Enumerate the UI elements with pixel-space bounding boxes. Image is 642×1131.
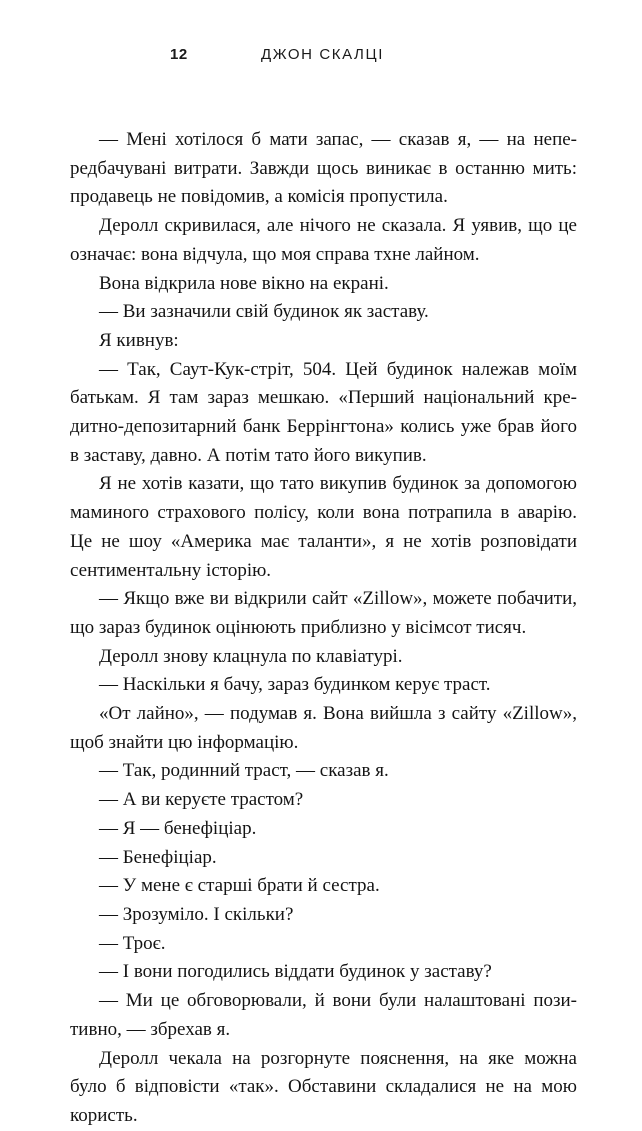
paragraph: — Ми це обговорювали, й вони були налаштовані позитивно, — збрехав я. [70, 990, 577, 1040]
paragraph: — Бенефіціар. [99, 846, 217, 868]
paragraph: Я кивнув: [99, 329, 179, 351]
paragraph: — Троє. [99, 932, 166, 954]
paragraph: — Я — бенефіціар. [99, 817, 257, 839]
paragraph: Я не хотів казати, що тато викупив будинок за допомогою маминого страхового полісу, коли вона потрапила в аварію. Це не шоу «Америка має таланти», я не хотів розповідати сентиментальну історію. [70, 473, 577, 581]
running-head [0, 46, 642, 72]
paragraph: — Наскільки я бачу, зараз будинком керує траст. [99, 674, 491, 696]
paragraph: — У мене є старші брати й сестра. [99, 875, 380, 897]
paragraph: Вона відкрила нове вікно на екрані. [99, 272, 389, 294]
paragraph: — Мені хотілося б мати запас, — сказав я, — на непередбачувані витрати. Завжди щось виникає в останню мить: продавець не повідомив, а комісія пропустила. [70, 129, 577, 208]
paragraph: — Якщо вже ви відкрили сайт «Zillow», можете побачити, що зараз будинок оцінюють приблизно у вісімсот тисяч. [70, 588, 577, 638]
paragraph: Деролл чекала на розгорнуте пояснення, на яке можна було б відповісти «так». Обставини складалися не на мою користь. [70, 1047, 577, 1126]
paragraph: — Так, родинний траст, — сказав я. [99, 760, 389, 782]
body-text [70, 126, 577, 1131]
paragraph: «От лайно», — подумав я. Вона вийшла з сайту «Zillow», щоб знайти цю інформацію. [70, 703, 577, 753]
paragraph: Деролл скривилася, але нічого не сказала. Я уявив, що це означає: вона відчула, що моя справа тхне лайном. [70, 215, 577, 265]
book-author: ДЖОН СКАЛЦІ [261, 46, 384, 63]
paragraph: — Ви зазначили свій будинок як заставу. [99, 301, 429, 323]
page-number: 12 [170, 46, 188, 63]
paragraph: Деролл знову клацнула по клавіатурі. [99, 645, 403, 667]
paragraph: — Так, Саут-Кук-стріт, 504. Цей будинок належав моїм батькам. Я там зараз мешкаю. «Перший національний кредитно-депозитарний банк Беррінгтона» колись уже брав його в заставу, давно. А потім тато його викупив. [70, 358, 577, 466]
paragraph: — Зрозуміло. І скільки? [99, 903, 294, 925]
paragraph: — А ви керуєте трастом? [99, 789, 304, 811]
paragraph: — І вони погодились віддати будинок у заставу? [99, 961, 492, 983]
